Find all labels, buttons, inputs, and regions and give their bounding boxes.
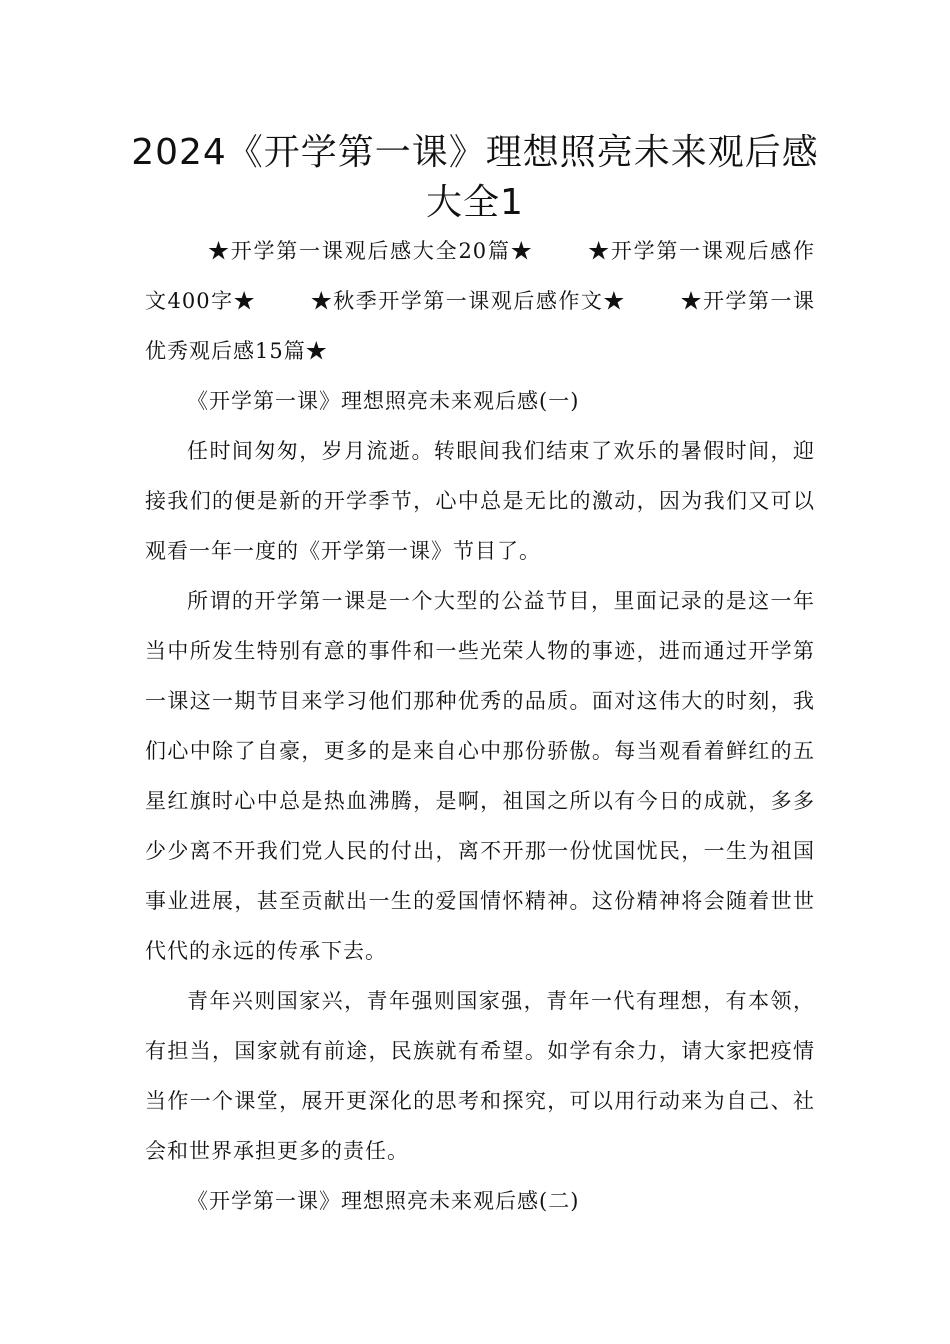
paragraph-2: 所谓的开学第一课是一个大型的公益节目，里面记录的是这一年当中所发生特别有意的事件和一些光荣人物的事迹，进而通过开学第一课这一期节目来学习他们那种优秀的品质。面对这伟大的时刻，我们心中除了自豪，更多的是来自心中那份骄傲。每当观看着鲜红的五星红旗时心中总是热血沸腾，是啊，祖国之所以有今日的成就，多多少少离不开我们党人民的付出，离不开那一份忧国忧民，一生为祖国事业进展，甚至贡献出一生的爱国情怀精神。这份精神将会随着世世代代的永远的传承下去。: [145, 589, 815, 963]
paragraph-3: 青年兴则国家兴，青年强则国家强，青年一代有理想，有本领，有担当，国家就有前途，民族就有希望。如学有余力，请大家把疫情当作一个课堂，展开更深化的思考和探究，可以用行动来为自己、社会和世界承担更多的责任。: [145, 989, 815, 1163]
document-title: 2024《开学第一课》理想照亮未来观后感大全1: [131, 132, 819, 223]
paragraph-1: 任时间匆匆，岁月流逝。转眼间我们结束了欢乐的暑假时间，迎接我们的便是新的开学季节，心中总是无比的激动，因为我们又可以观看一年一度的《开学第一课》节目了。: [145, 439, 815, 563]
related-link-4[interactable]: ★开学第一课优秀观后感15篇★: [145, 289, 816, 363]
related-link-2[interactable]: ★开学第一课观后感作文400字★: [145, 239, 815, 313]
section-heading-2: 《开学第一课》理想照亮未来观后感(二): [187, 1189, 580, 1213]
section-heading-1: 《开学第一课》理想照亮未来观后感(一): [187, 389, 580, 413]
related-link-1[interactable]: ★开学第一课观后感大全20篇★: [208, 239, 534, 263]
related-links: [145, 226, 815, 376]
document-body: [145, 226, 815, 1226]
related-link-3[interactable]: ★秋季开学第一课观后感作文★: [310, 289, 626, 313]
